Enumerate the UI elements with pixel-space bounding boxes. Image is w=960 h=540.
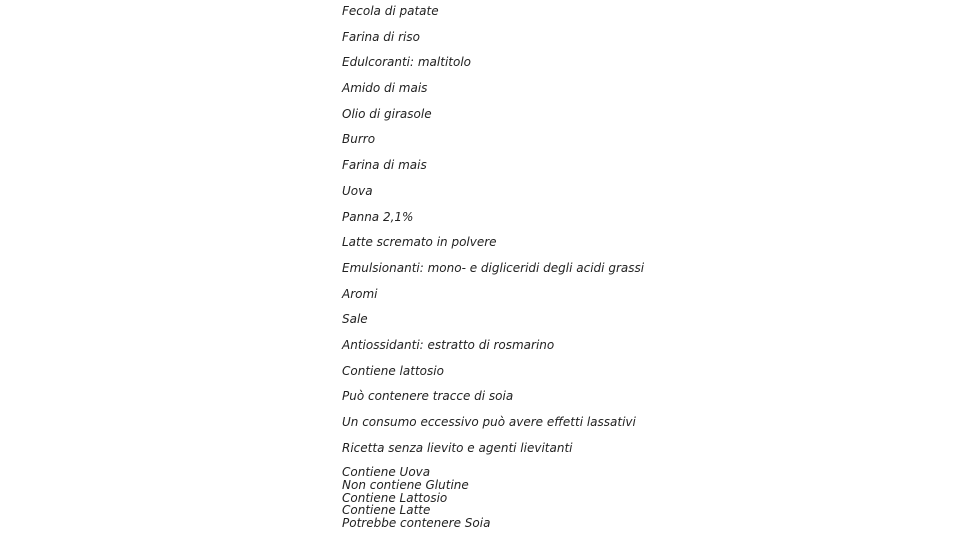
allergen-list (342, 466, 490, 530)
ingredient-item: Edulcoranti: maltitolo (342, 55, 472, 70)
ingredient-item: Antiossidanti: estratto di rosmarino (342, 337, 555, 352)
ingredient-item: Latte scremato in polvere (342, 235, 497, 250)
allergen-item: Non contiene Glutine (342, 477, 469, 492)
allergen-item: Contiene Latte (342, 503, 431, 518)
ingredient-item: Uova (342, 183, 373, 198)
ingredient-item: Fecola di patate (342, 4, 439, 18)
ingredient-list (342, 4, 644, 466)
allergen-item: Contiene Uova (342, 465, 431, 479)
ingredient-item: Panna 2,1% (342, 209, 414, 224)
ingredient-item: Contiene lattosio (342, 363, 444, 378)
ingredient-item: Aromi (342, 286, 378, 301)
ingredient-item: Sale (342, 312, 368, 327)
allergen-item: Potrebbe contenere Soia (342, 516, 491, 531)
ingredient-item: Amido di mais (342, 81, 428, 96)
ingredient-item: Farina di mais (342, 158, 427, 173)
ingredient-item: Emulsionanti: mono- e digliceridi degli acidi grassi (342, 260, 645, 275)
ingredient-item: Un consumo eccessivo può avere effetti lassativi (342, 415, 636, 429)
ingredient-item: Burro (342, 132, 376, 147)
ingredient-item: Olio di girasole (342, 106, 432, 121)
ingredient-item: Può contenere tracce di soia (342, 389, 514, 404)
ingredient-item: Ricetta senza lievito e agenti lievitanti (342, 440, 573, 455)
allergen-item: Contiene Lattosio (342, 490, 448, 505)
ingredient-item: Farina di riso (342, 29, 420, 44)
